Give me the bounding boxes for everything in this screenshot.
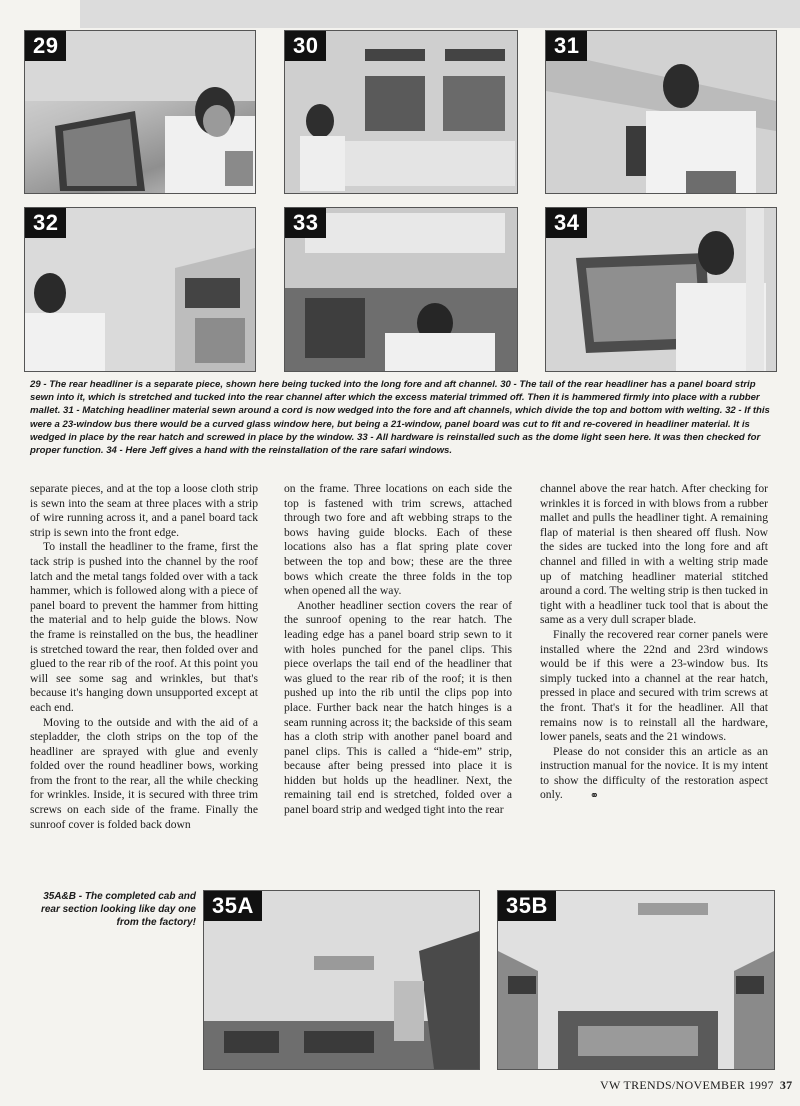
article-column-2 [284,482,512,818]
photo-30 [284,30,518,194]
magazine-issue: VW TRENDS/NOVEMBER 1997 [600,1078,774,1092]
paragraph: Finally the recovered rear corner panels were installed where the 22nd and 23rd windows would be if this were a 23-window bus. Its simply tucked into a channel at the rear hatch, pressed in place and secured with trim screws at the front. That's it for the headliner. All that remains now is to reinstall all the hardware, lower panels, seats and the 21 windows. [540,627,768,744]
photo-number-badge: 34 [546,208,587,238]
photo-33 [284,207,518,372]
paragraph: separate pieces, and at the top a loose cloth strip is sewn into the seam at three places with a strip of wire running across it, and a panel board tack strip is sewn into the front edge. [30,482,258,539]
paragraph: Moving to the outside and with the aid of a stepladder, the cloth strips on the top of the headliner are sprayed with glue and evenly folded over the round headliner bows, working from the front to the rear, all the while checking for wrinkles. Inside, it is secured with three trim screws on each side of the frame. Finally the sunroof cover is folded back down [30,715,258,831]
photo-number-badge: 35A [204,891,262,921]
paragraph: channel above the rear hatch. After checking for wrinkles it is forced in with blows from a rubber mallet and pulls the headliner tight. A remaining flap of material is then sheared off flush. Now the sides are tucked into the long fore and aft channel and filled in with a welting strip made up of matching headliner material stitched around a cord. The welting strip is then tucked in tight with a headliner tuck tool that is about the same as a very dull scraper blade. [540,482,768,627]
paragraph: To install the headliner to the frame, first the tack strip is pushed into the channel by the roof latch and the metal tangs folded over with a tack hammer, which is followed along with a piece of panel board to prevent the hammer from hitting the material and to help guide the blows. Now the frame is reinstalled on the bus, the headliner is stretched toward the rear, then folded over and glued to the rear rib of the roof. At this point you will see some sag and wrinkles, but that's because it's hanging down unsupported except at each end. [30,540,258,714]
photo-number-badge: 30 [285,31,326,61]
photo-32 [24,207,256,372]
page-footer [600,1078,792,1093]
vw-bus-end-icon: ⚭ [589,789,599,802]
photo-number-badge: 29 [25,31,66,61]
paragraph: on the frame. Three locations on each side the top is fastened with trim screws, attached through two fore and aft webbing straps to the bows having guide blocks. Each of these locations also has a flat spring plate cover between the top and bow; these are the three bows which create the three folds in the top when opened all the way. [284,482,512,598]
page-number: 37 [779,1078,793,1092]
photo-31 [545,30,777,194]
photo-35a [203,890,480,1070]
paragraph [540,745,768,803]
article-column-3 [540,482,768,803]
photo-34 [545,207,777,372]
photo-29 [24,30,256,194]
paragraph-text: Please do not consider this an article as an instruction manual for the novice. It is my intent to show the difficulty of the restoration aspect only. [540,744,768,802]
paragraph: Another headliner section covers the rear of the sunroof opening to the rear hatch. The leading edge has a panel board strip sewn to it with holes punched for the panel clips. This piece overlaps the tail end of the headliner that was glued to the rear rib of the roof; it is then pushed up into the rib until the clips pop into place. Further back near the hatch hinges is a seam running across it; the backside of this seam has a cloth strip with another panel board and panel clips. This is called a “hide-em” strip, because after being pressed into place it is hidden but holds up the headliner. Next, the remaining tail end is stretched, folded over a panel board strip and wedged tight into the rear [284,598,512,817]
photo-number-badge: 32 [25,208,66,238]
article-column-1 [30,482,258,832]
photo-number-badge: 35B [498,891,556,921]
photo-35b [497,890,775,1070]
caption-photos-35: 35A&B - The completed cab and rear section looking like day one from the factory! [40,891,196,928]
photo-number-badge: 33 [285,208,326,238]
caption-photos-29-34: 29 - The rear headliner is a separate piece, shown here being tucked into the long fore and aft channel. 30 - The tail of the rear headliner has a panel board strip sewn into it, which is stretched and tucked into the rear channel after which the excess material trimmed off. Then it is hammered firmly into place with a rubber mallet. 31 - Matching headliner material sewn around a cord is now wedged into the fore and aft channels, which divide the top and bottom with welting. 32 - If this were a 23-window bus there would be a curved glass window here, but being a 21-window, panel board was cut to fit and re-covered in headliner material. It is wedged in place by the rear hatch and screwed in place by the window. 33 - All hardware is reinstalled such as the dome light seen here. It was then checked for proper function. 34 - Here Jeff gives a hand with the reinstallation of the rare safari windows. [30,379,770,457]
header-strip [80,0,800,28]
photo-number-badge: 31 [546,31,587,61]
